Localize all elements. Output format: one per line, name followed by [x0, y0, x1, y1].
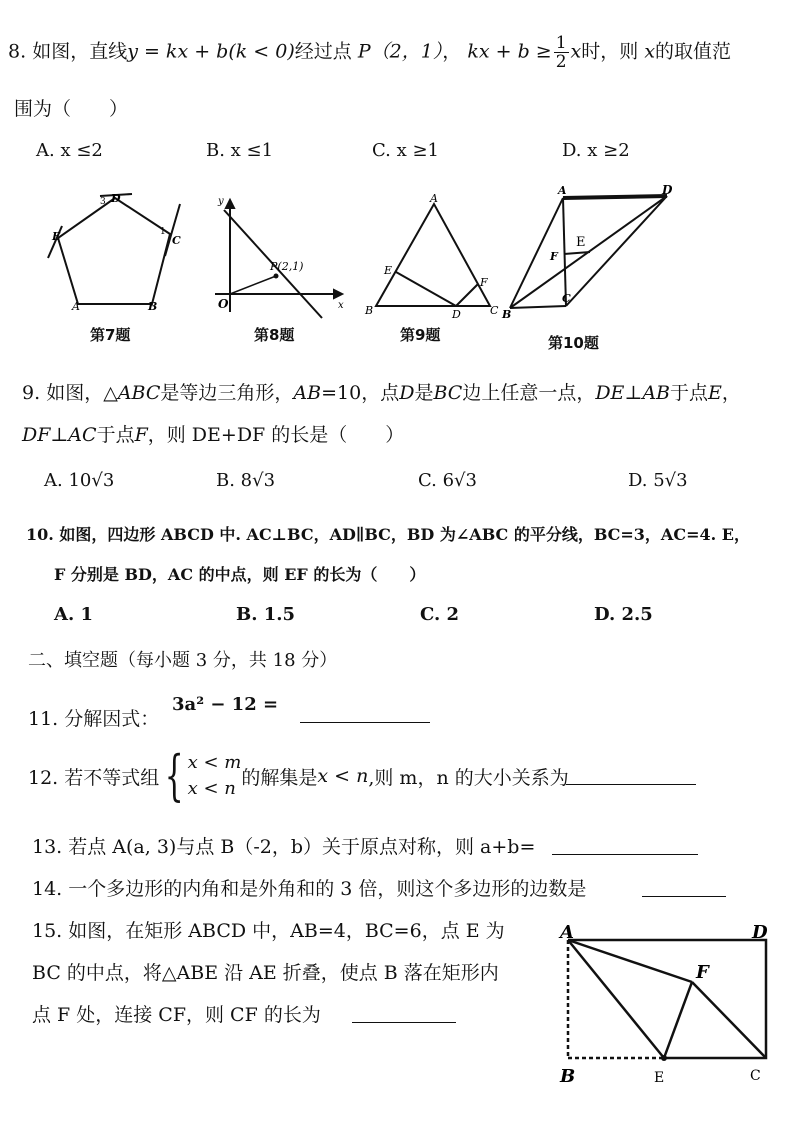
segment-DF [456, 284, 478, 306]
q10-option-c[interactable]: C. 2 [420, 604, 460, 625]
label-C: C [490, 304, 499, 317]
figure-15 [556, 916, 780, 1092]
label-D: D [452, 308, 461, 320]
q9-text: =10，点 [321, 382, 400, 404]
label-P: P(2,1) [270, 260, 304, 273]
label-C: C [562, 292, 571, 305]
q11-answer-blank[interactable] [300, 702, 430, 723]
label-angle-3: 3 [100, 197, 106, 207]
label-E: E [654, 1070, 665, 1086]
q14-answer-blank[interactable] [642, 876, 726, 897]
q9-text: 是等边三角形， [160, 382, 294, 404]
line-half-x [230, 276, 276, 294]
segment-DC [566, 196, 667, 306]
q8-var: x [570, 40, 582, 63]
q9-text: ⊥ [624, 382, 643, 404]
q8-equation: y = kx + b(k < 0) [127, 40, 295, 63]
q9-text: 边上任意一点， [462, 382, 596, 404]
segment-BC [510, 306, 566, 308]
q9-var: DE [595, 382, 625, 404]
q9-var: F [134, 424, 148, 446]
q9-option-b[interactable]: B. 8√3 [216, 470, 276, 491]
q15-line1: 15. 如图，在矩形 ABCD 中，AB=4，BC=6，点 E 为 [32, 920, 505, 942]
pentagon-shape [58, 198, 170, 304]
q12-var: x < n [317, 765, 369, 787]
label-A: A [72, 300, 80, 313]
label-B: B [365, 304, 374, 317]
q9-line2 [22, 420, 404, 447]
q8-option-b[interactable]: B. x ≤1 [206, 140, 274, 161]
q9-var: ABC [117, 382, 161, 404]
q9-var: D [399, 382, 415, 404]
q8-option-c[interactable]: C. x ≥1 [372, 140, 439, 161]
q8-text: 的取值范 [655, 40, 732, 63]
q8-fraction [554, 34, 569, 71]
q10-option-a[interactable]: A. 1 [54, 604, 94, 625]
triangle-ABC [376, 204, 490, 306]
label-B: B [148, 300, 158, 313]
label-B: B [560, 1066, 576, 1087]
label-A: A [560, 922, 574, 943]
label-F: F [480, 276, 488, 289]
point-E [661, 1055, 667, 1061]
q11-text: 11. 分解因式： [28, 708, 160, 730]
label-B: B [502, 308, 512, 320]
caption-figure-10: 第10题 [548, 334, 599, 352]
q10-option-b[interactable]: B. 1.5 [236, 604, 296, 625]
label-y: y [218, 196, 224, 207]
extension-line [165, 204, 180, 256]
q9-text: 于点 [670, 382, 709, 404]
q10-option-d[interactable]: D. 2.5 [594, 604, 653, 625]
brace-symbol: { [164, 744, 184, 807]
q9-option-c[interactable]: C. 6√3 [418, 470, 477, 491]
q9-text: ，则 DE+DF 的长是（ ） [147, 424, 405, 446]
fraction-denominator: 2 [555, 52, 567, 72]
q9-number: 9. [22, 382, 41, 404]
y-axis-arrow [226, 200, 234, 208]
label-C: C [750, 1068, 761, 1084]
label-O: O [218, 297, 229, 311]
q8-text: ， [442, 40, 462, 63]
q12-text: 12. 若不等式组 [28, 766, 160, 789]
q8-point: P（2，1） [357, 40, 443, 63]
q8-inequality: kx + b ≥ [467, 40, 552, 63]
q9-text: 是 [414, 382, 434, 404]
q15-line2: BC 的中点，将△ABE 沿 AE 折叠，使点 B 落在矩形内 [32, 962, 499, 984]
segment-DE [396, 272, 456, 306]
q13-answer-blank[interactable] [552, 834, 698, 855]
label-D: D [662, 183, 673, 197]
q8-text: 经过点 [294, 40, 352, 63]
inequality-row-1: x < m [187, 752, 242, 773]
figure-7 [40, 186, 190, 316]
q12-text: ,则 m，n 的大小关系为 [368, 766, 569, 789]
label-A: A [558, 184, 567, 197]
q8-option-d[interactable]: D. x ≥2 [562, 140, 630, 161]
q9-text: 如图，△ [46, 382, 118, 404]
caption-figure-8: 第8题 [254, 326, 295, 344]
q14-text: 14. 一个多边形的内角和是外角和的 3 倍，则这个多边形的边数是 [32, 878, 587, 900]
q9-var: DF [22, 424, 51, 446]
figure-10 [500, 180, 690, 320]
segment-AE [568, 940, 664, 1058]
label-D: D [752, 922, 768, 943]
figure-9 [362, 190, 502, 320]
figure-8 [210, 190, 350, 320]
q9-option-a[interactable]: A. 10√3 [44, 470, 115, 491]
segment-AD [563, 196, 667, 198]
q12-line [28, 744, 569, 807]
segment-FE [664, 982, 692, 1058]
label-E: E [52, 230, 61, 243]
q9-var: E [708, 382, 722, 404]
segment-FC [692, 982, 766, 1058]
q9-var: AB [642, 382, 670, 404]
fraction-numerator: 1 [555, 33, 567, 53]
label-F: F [696, 962, 709, 983]
point-P [274, 274, 279, 279]
q9-text: ⊥ [50, 424, 69, 446]
q9-option-d[interactable]: D. 5√3 [628, 470, 688, 491]
label-C: C [172, 234, 181, 247]
q8-text: 时，则 [581, 40, 639, 63]
q9-text: ， [721, 382, 741, 404]
label-F: F [550, 250, 558, 263]
q11-expression: 3a² − 12 = [172, 694, 279, 715]
label-E: E [384, 264, 393, 277]
q8-option-a[interactable]: A. x ≤2 [36, 140, 103, 161]
label-E: E [576, 235, 586, 250]
q13-text: 13. 若点 A(a, 3)与点 B（-2，b）关于原点对称，则 a+b= [32, 836, 536, 858]
q8-text: 如图，直线 [32, 40, 128, 63]
q9-var: BC [433, 382, 463, 404]
label-x: x [338, 300, 344, 311]
rectangle-edges [568, 940, 766, 1058]
caption-figure-9: 第9题 [400, 326, 441, 344]
q9-var: AB [293, 382, 322, 404]
label-D: D [111, 192, 121, 205]
q15-answer-blank[interactable] [352, 1002, 456, 1023]
x-axis-arrow [334, 290, 342, 298]
label-angle-1: 1 [160, 227, 166, 237]
section-2-heading: 二、填空题（每小题 3 分，共 18 分） [28, 650, 338, 671]
q12-text: 的解集是 [241, 766, 318, 789]
q8-line2: 围为（ ） [14, 98, 129, 120]
q10-line1: 10. 如图，四边形 ABCD 中. AC⊥BC，AD∥BC，BD 为∠ABC 的平分线，BC=3，AC=4. E， [26, 525, 750, 544]
caption-figure-7: 第7题 [90, 326, 131, 344]
q9-var: AC [68, 424, 97, 446]
q8-number: 8. [8, 40, 27, 63]
label-A: A [430, 192, 438, 205]
segment-AC [563, 198, 566, 306]
q8-var: x [644, 40, 656, 63]
q9-line1 [22, 378, 741, 405]
q15-line3: 点 F 处，连接 CF，则 CF 的长为 [32, 1004, 321, 1026]
q9-text: 于点 [96, 424, 135, 446]
q10-line2: F 分别是 BD，AC 的中点，则 EF 的长为（ ） [54, 565, 426, 584]
q12-answer-blank[interactable] [566, 764, 696, 785]
inequality-row-2: x < n [187, 778, 236, 799]
inequality-system [188, 750, 242, 802]
q8-line1 [8, 34, 731, 94]
